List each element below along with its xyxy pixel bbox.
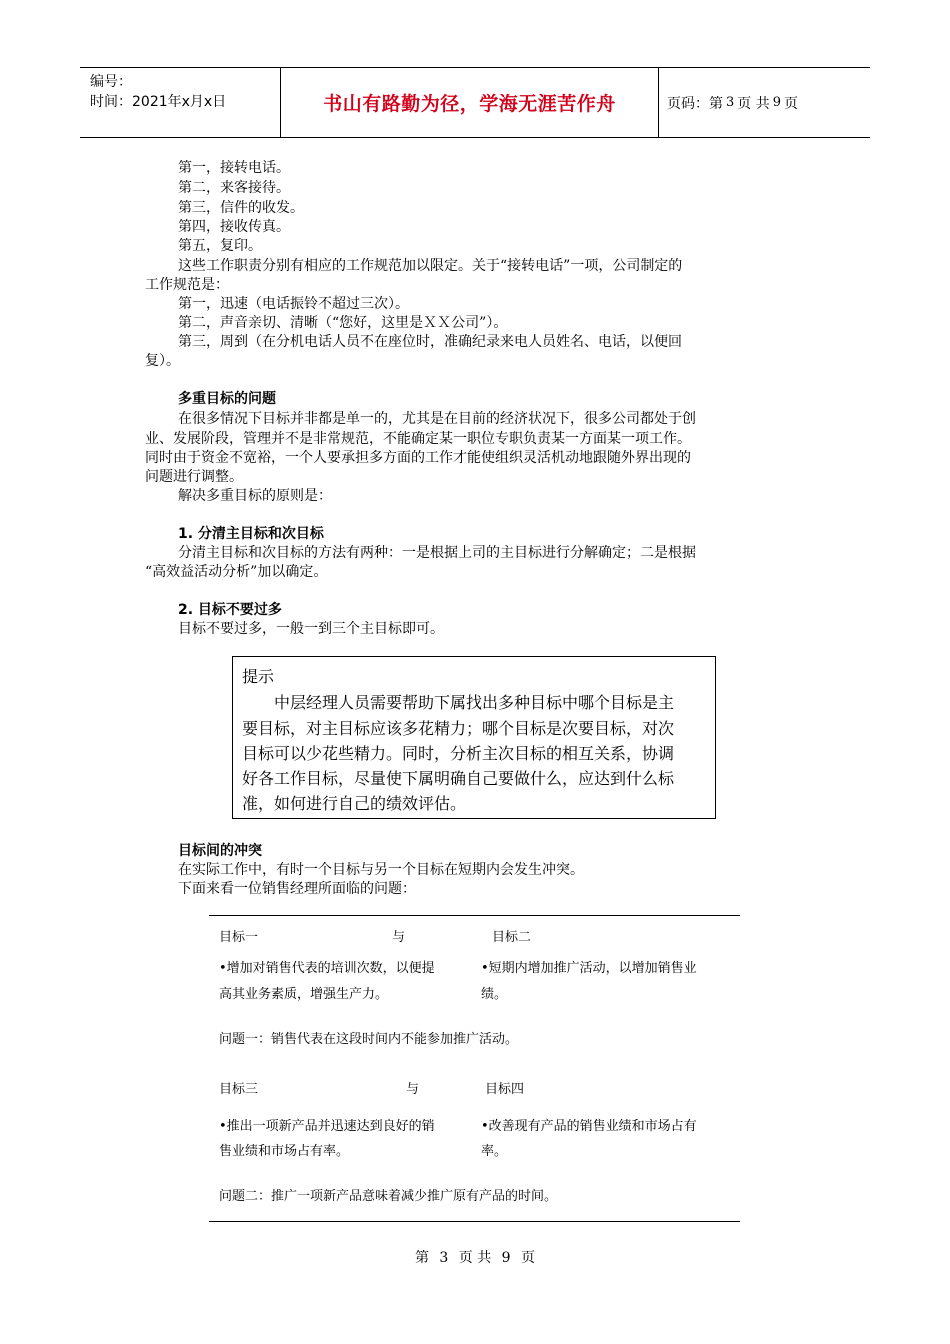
paragraph-line: 第三，周到（在分机电话人员不在座位时，准确纪录来电人员姓名、电话，以便回 <box>178 334 682 350</box>
table-bottom-rule <box>209 1221 740 1222</box>
document-number-label: 编号： <box>90 74 132 90</box>
table-top-rule <box>209 915 740 916</box>
footer-prefix: 第 <box>414 1250 429 1266</box>
footer-suffix: 页 <box>521 1250 536 1266</box>
paragraph-line: 第四，接收传真。 <box>178 219 290 235</box>
paragraph-line: 业、发展阶段，管理并不是非常规范，不能确定某一职位专职负责某一方面某一项工作。 <box>145 431 691 447</box>
goal-label: 目标四 <box>485 1082 525 1097</box>
page-current: 3 <box>726 95 735 110</box>
tip-line: 好各工作目标，尽量使下属明确自己要做什么，应达到什么标 <box>242 769 675 788</box>
tip-box <box>232 656 716 819</box>
conjunction: 与 <box>406 1082 420 1097</box>
goal-label: 目标一 <box>219 930 259 945</box>
section-heading: 目标间的冲突 <box>178 843 262 859</box>
goal-description-line: 售业绩和市场占有率。 <box>219 1144 350 1159</box>
footer-middle: 页 共 <box>458 1250 492 1266</box>
header-motto: 书山有路勤为径，学海无涯苦作舟 <box>323 93 616 115</box>
section-heading: 多重目标的问题 <box>178 391 276 407</box>
paragraph-line: 第五，复印。 <box>178 238 262 254</box>
tip-line: 要目标，对主目标应该多花精力；哪个目标是次要目标，对次 <box>242 719 675 738</box>
header-motto-cell <box>281 68 659 137</box>
paragraph-line: 问题进行调整。 <box>145 469 243 485</box>
paragraph-line: 第二，来客接待。 <box>178 180 290 196</box>
problem-statement: 问题二：推广一项新产品意味着减少推广原有产品的时间。 <box>219 1189 558 1204</box>
goal-description-line: •推出一项新产品并迅速达到良好的销 <box>219 1119 435 1134</box>
page-total: 9 <box>772 95 782 110</box>
paragraph-line: 下面来看一位销售经理所面临的问题： <box>178 881 416 897</box>
paragraph-line: 在很多情况下目标并非都是单一的，尤其是在目前的经济状况下，很多公司都处于创 <box>178 411 696 427</box>
goal-description-line: 率。 <box>481 1144 508 1159</box>
tip-title: 提示 <box>242 667 275 686</box>
paragraph-line: 解决多重目标的原则是： <box>178 488 332 504</box>
header-page-info <box>659 68 870 137</box>
page-prefix: 页码：第 <box>667 95 723 112</box>
page-footer <box>0 1247 950 1267</box>
paragraph-line: “高效益活动分析”加以确定。 <box>145 564 328 580</box>
goal-description-line: 绩。 <box>481 987 508 1002</box>
footer-current-page: 3 <box>439 1250 449 1266</box>
paragraph-line: 在实际工作中，有时一个目标与另一个目标在短期内会发生冲突。 <box>178 862 584 878</box>
principle-heading: 2. 目标不要过多 <box>178 602 282 618</box>
goal-description-line: •短期内增加推广活动，以增加销售业 <box>481 961 697 976</box>
page-header <box>80 67 870 138</box>
footer-total-pages: 9 <box>501 1250 511 1266</box>
conjunction: 与 <box>392 930 406 945</box>
goal-label: 目标三 <box>219 1082 259 1097</box>
goal-label: 目标二 <box>492 930 532 945</box>
goal-description-line: 高其业务素质，增强生产力。 <box>219 987 389 1002</box>
tip-line: 准，如何进行自己的绩效评估。 <box>242 794 467 813</box>
header-meta <box>80 68 281 137</box>
paragraph-line: 这些工作职责分别有相应的工作规范加以限定。关于“接转电话”一项，公司制定的 <box>178 258 683 274</box>
document-date: 时间：2021年x月x日 <box>90 94 227 110</box>
tip-line: 中层经理人员需要帮助下属找出多种目标中哪个目标是主 <box>274 693 675 712</box>
paragraph-line: 分清主目标和次目标的方法有两种：一是根据上司的主目标进行分解确定；二是根据 <box>178 545 696 561</box>
paragraph-line: 工作规范是： <box>145 277 229 293</box>
paragraph-line: 同时由于资金不宽裕，一个人要承担多方面的工作才能使组织灵活机动地跟随外界出现的 <box>145 450 691 466</box>
goal-description-line: •增加对销售代表的培训次数，以便提 <box>219 961 435 976</box>
paragraph-line: 第一，接转电话。 <box>178 160 290 176</box>
paragraph-line: 第一，迅速（电话振铃不超过三次）。 <box>178 296 409 312</box>
page-middle: 页 共 <box>737 95 770 112</box>
paragraph-line: 复）。 <box>145 353 180 369</box>
paragraph-line: 目标不要过多，一般一到三个主目标即可。 <box>178 621 444 637</box>
page-suffix: 页 <box>784 95 799 112</box>
principle-heading: 1. 分清主目标和次目标 <box>178 526 324 542</box>
paragraph-line: 第二，声音亲切、清晰（“您好，这里是ＸＸ公司”）。 <box>178 315 508 331</box>
problem-statement: 问题一：销售代表在这段时间内不能参加推广活动。 <box>219 1032 519 1047</box>
goal-description-line: •改善现有产品的销售业绩和市场占有 <box>481 1119 697 1134</box>
tip-line: 目标可以少花些精力。同时，分析主次目标的相互关系，协调 <box>242 744 675 763</box>
paragraph-line: 第三，信件的收发。 <box>178 200 304 216</box>
